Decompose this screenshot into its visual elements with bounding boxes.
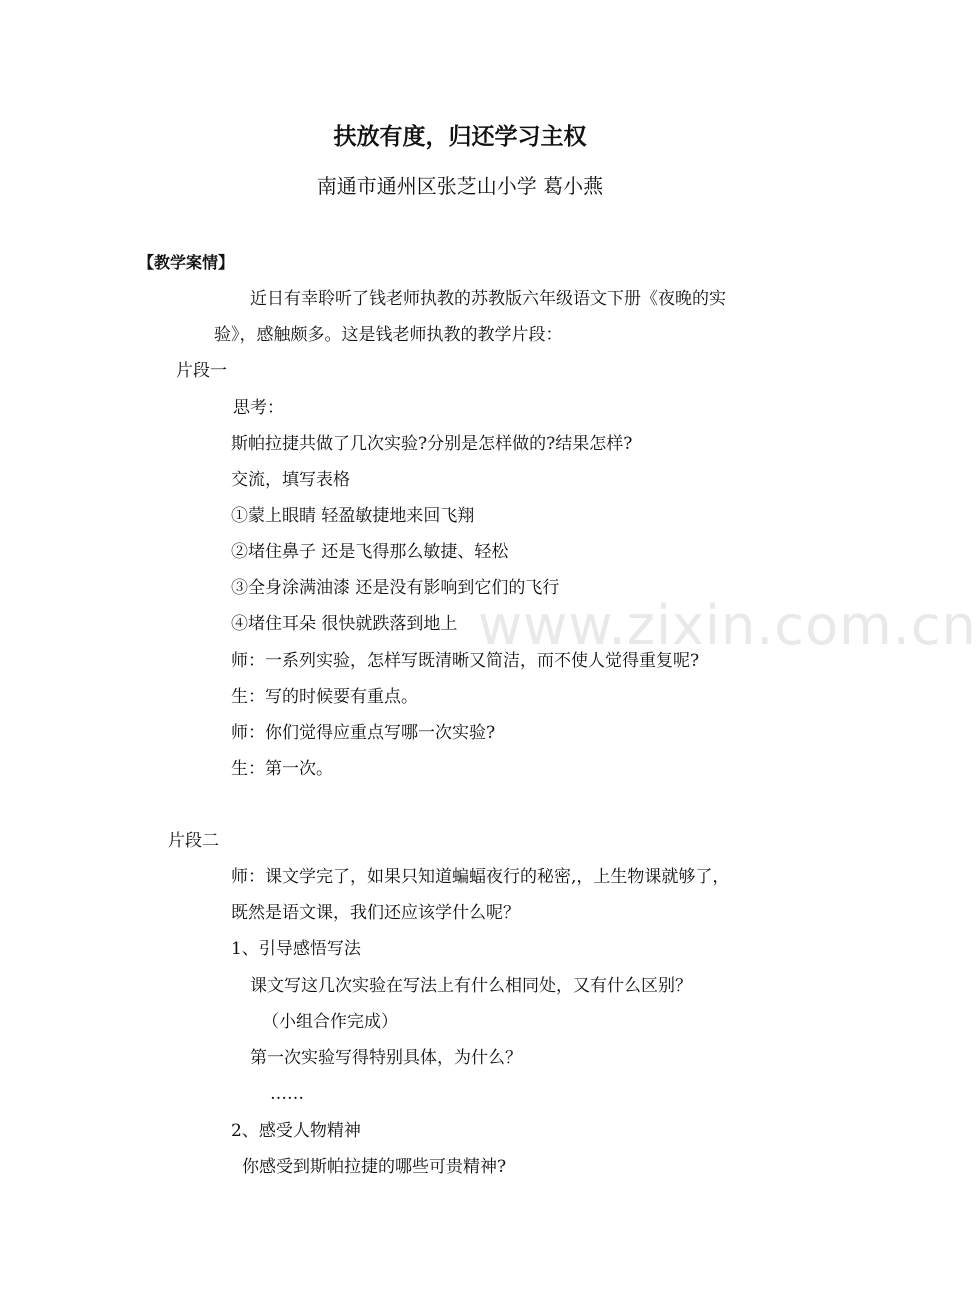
fragment1-line: ③全身涂满油漆 还是没有影响到它们的飞行 (231, 578, 560, 598)
fragment1-line: 斯帕拉捷共做了几次实验?分别是怎样做的?结果怎样? (231, 434, 633, 454)
fragment2-line: 第一次实验写得特别具体，为什么？ (250, 1048, 522, 1068)
fragment1-line: ②堵住鼻子 还是飞得那么敏捷、轻松 (231, 542, 509, 562)
fragment2-line: 1、引导感悟写法 (231, 939, 361, 959)
fragment2-line: 2、感受人物精神 (231, 1121, 361, 1141)
fragment2-line: 课文写这几次实验在写法上有什么相同处，又有什么区别？ (250, 976, 692, 996)
fragment1-line: 师：你们觉得应重点写哪一次实验? (231, 723, 496, 743)
fragment2-label: 片段二 (168, 831, 219, 851)
fragment2-line: …… (270, 1084, 304, 1104)
fragment1-line: 交流，填写表格 (231, 470, 350, 490)
fragment1-line: 生：写的时候要有重点。 (231, 687, 418, 707)
fragment2-line: 师：课文学完了，如果只知道蝙蝠夜行的秘密,，上生物课就够了， (231, 867, 730, 887)
document-title: 扶放有度，归还学习主权 (333, 124, 587, 150)
fragment1-line: 思考： (233, 398, 284, 418)
fragment1-line: ④堵住耳朵 很快就跌落到地上 (231, 614, 458, 634)
fragment2-line: 既然是语文课，我们还应该学什么呢？ (231, 903, 520, 923)
fragment2-line: 你感受到斯帕拉捷的哪些可贵精神? (242, 1157, 507, 1177)
intro-line-1: 近日有幸聆听了钱老师执教的苏教版六年级语文下册《夜晚的实 (250, 289, 726, 309)
fragment2-line: （小组合作完成） (262, 1012, 398, 1032)
fragment1-line: ①蒙上眼睛 轻盈敏捷地来回飞翔 (231, 506, 475, 526)
fragment1-line: 生：第一次。 (231, 759, 333, 779)
section-heading: 【教学案情】 (138, 253, 235, 272)
fragment1-line: 师：一系列实验，怎样写既清晰又简洁，而不使人觉得重复呢? (231, 651, 700, 671)
watermark: www.zixin.com.cn (478, 594, 977, 657)
fragment1-label: 片段一 (176, 361, 227, 381)
author-line: 南通市通州区张芝山小学 葛小燕 (316, 174, 604, 198)
intro-line-2: 验》，感触颇多。这是钱老师执教的教学片段： (214, 325, 563, 345)
